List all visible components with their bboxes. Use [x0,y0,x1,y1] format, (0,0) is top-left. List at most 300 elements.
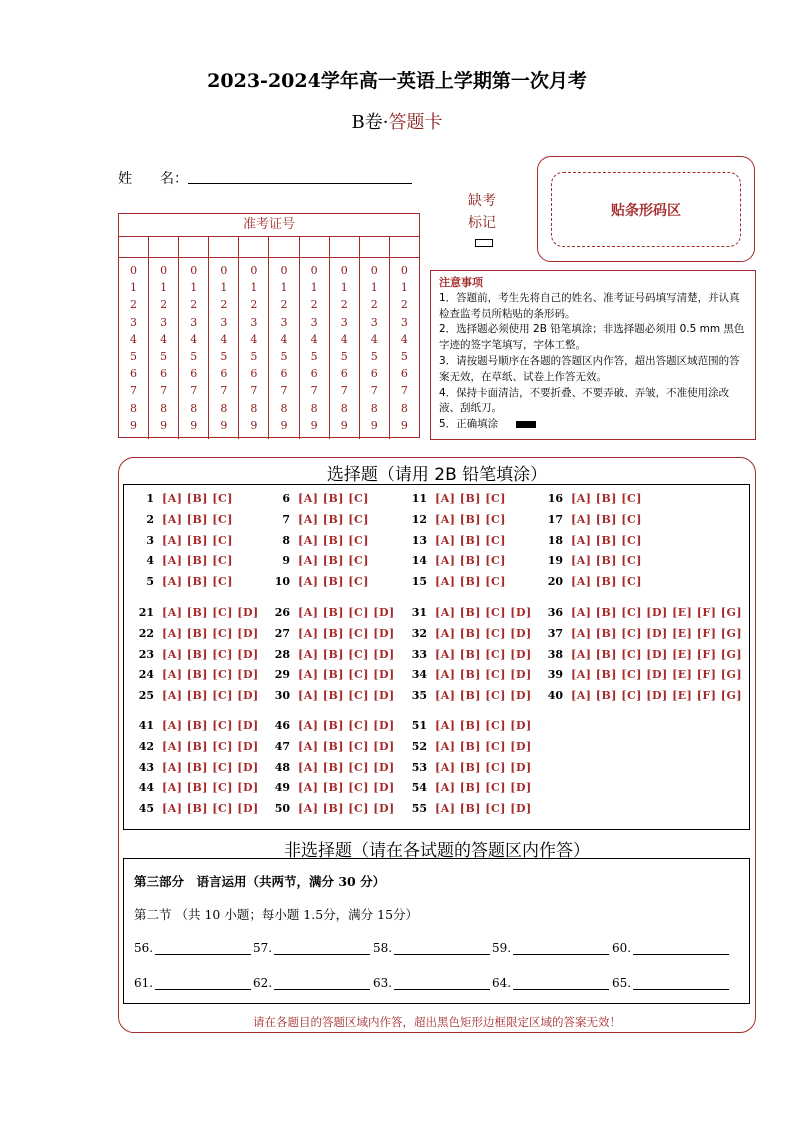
exam-number-digit-bubble[interactable]: 4 [280,332,288,346]
blank-answer-line[interactable] [394,977,490,990]
exam-number-digit-bubble[interactable]: 6 [190,367,198,381]
answer-bubbles[interactable]: [A] [B] [C] [D] [298,739,395,753]
exam-number-digit-bubble[interactable]: 6 [370,367,378,381]
answer-bubbles[interactable]: [A] [B] [C] [298,533,369,547]
exam-number-digit-bubble[interactable]: 9 [250,418,258,432]
choice-question-40 [543,689,742,702]
choice-question-2 [134,513,233,526]
question-number: 20 [547,575,563,589]
answer-bubbles[interactable]: [A] [B] [C] [162,533,233,547]
choice-question-21 [134,606,259,619]
question-number: 4 [146,554,154,568]
exam-number-write-cell[interactable] [330,237,360,257]
exam-number-digit-bubble[interactable]: 8 [220,401,228,415]
answer-bubbles[interactable]: [A] [B] [C] [D] [298,760,395,774]
blank-answer-line[interactable] [513,942,609,955]
exam-number-digit-bubble[interactable]: 7 [370,384,378,398]
choice-question-8 [270,534,369,547]
exam-number-digit-bubble[interactable]: 4 [130,332,138,346]
blank-answer-line[interactable] [155,942,251,955]
choice-question-52 [407,740,532,753]
question-number: 13 [411,533,427,547]
choice-question-45 [134,802,259,815]
question-number: 37 [547,626,563,640]
part-three-title: 第三部分 语言运用（共两节，满分 30 分） [134,874,386,889]
exam-number-digit-bubble[interactable]: 2 [340,298,348,312]
question-number: 32 [411,626,427,640]
choice-question-16 [543,492,642,505]
choice-question-27 [270,627,395,640]
choice-question-3 [134,534,233,547]
choice-question-55 [407,802,532,815]
exam-number-digit-bubble[interactable]: 8 [400,401,408,415]
exam-number-digit-bubble[interactable]: 2 [190,298,198,312]
exam-number-digit-bubble[interactable]: 3 [130,315,138,329]
exam-number-digit-bubble[interactable]: 2 [310,298,318,312]
choice-question-32 [407,627,532,640]
exam-number-digit-bubble[interactable]: 7 [130,384,138,398]
exam-number-digit-bubble[interactable]: 3 [340,315,348,329]
exam-number-label: 准考证号 [119,214,419,237]
answer-bubbles[interactable]: [A] [B] [C] [D] [435,626,532,640]
answer-bubbles[interactable]: [A] [B] [C] [D] [298,606,395,619]
choice-question-51 [407,719,532,732]
answer-bubbles[interactable]: [A] [B] [C] [D] [298,719,395,732]
question-number: 28 [274,647,290,661]
choice-question-53 [407,761,532,774]
instruction-item-fill-example [439,417,747,433]
answer-bubbles[interactable]: [A] [B] [C] [298,575,369,589]
exam-number-digit-bubble[interactable]: 3 [190,315,198,329]
exam-number-digit-bubble[interactable]: 6 [310,367,318,381]
answer-bubbles[interactable]: [A] [B] [C] [298,492,369,505]
blank-number: 59. [492,941,512,955]
answer-bubbles[interactable]: [A] [B] [C] [571,554,642,568]
exam-number-digit-bubble[interactable]: 2 [220,298,228,312]
answer-bubbles[interactable]: [A] [B] [C] [D] [435,760,532,774]
exam-number-digit-bubble[interactable]: 0 [250,264,258,277]
exam-number-digit-bubble[interactable]: 7 [250,384,258,398]
answer-bubbles[interactable]: [A] [B] [C] [571,575,642,589]
exam-number-digit-bubble[interactable]: 8 [190,401,198,415]
blank-answer-line[interactable] [633,942,729,955]
missing-exam-label-line1: 缺考 [468,193,496,209]
question-number: 31 [411,606,427,619]
exam-number-digit-bubble[interactable]: 6 [160,367,168,381]
exam-number-table [118,213,420,438]
choice-question-24 [134,668,259,681]
exam-number-write-cell[interactable] [269,237,299,257]
exam-number-digit-bubble[interactable]: 5 [250,350,258,364]
exam-number-digit-bubble[interactable]: 9 [370,418,378,432]
question-number: 48 [274,760,290,774]
answer-bubbles[interactable]: [A] [B] [C] [435,512,506,526]
blank-answer-line[interactable] [513,977,609,990]
answer-bubbles[interactable]: [A] [B] [C] [571,533,642,547]
exam-number-digit-column [269,258,299,439]
choice-question-17 [543,513,642,526]
page-subtitle [0,108,794,134]
answer-bubbles[interactable]: [A] [B] [C] [D] [435,689,532,703]
question-number: 10 [274,575,290,589]
instructions-box [430,270,756,440]
blank-answer-line[interactable] [633,977,729,990]
exam-number-digit-bubble[interactable]: 0 [190,264,198,277]
section-two-title: 第二节 （共 10 小题；每小题 1.5分，满分 15分） [134,907,419,922]
answer-bubbles[interactable]: [A] [B] [C] [D] [E] [F] [G] [571,647,743,661]
answer-bubbles[interactable]: [A] [B] [C] [D] [E] [F] [G] [571,606,743,619]
blank-number: 64. [492,976,512,990]
exam-number-digit-bubble[interactable]: 4 [190,332,198,346]
blank-item [134,941,251,955]
exam-number-digit-bubble[interactable]: 0 [280,264,288,277]
answer-bubbles[interactable]: [A] [B] [C] [D] [E] [F] [G] [571,689,743,703]
answer-bubbles[interactable]: [A] [B] [C] [D] [162,781,259,795]
name-field[interactable] [188,183,412,184]
choice-question-41 [134,719,259,732]
answer-bubbles[interactable]: [A] [B] [C] [D] [162,668,259,682]
question-number: 3 [146,533,154,547]
exam-number-digit-bubble[interactable]: 0 [340,264,348,277]
answer-bubbles[interactable]: [A] [B] [C] [D] [298,781,395,795]
exam-number-digit-bubble[interactable]: 4 [250,332,258,346]
exam-number-digit-bubble[interactable]: 5 [130,350,138,364]
question-number: 53 [411,760,427,774]
exam-number-digit-column [119,258,149,439]
answer-bubbles[interactable]: [A] [B] [C] [D] [162,647,259,661]
blank-item [253,976,370,990]
answer-bubbles[interactable]: [A] [B] [C] [D] [162,719,259,732]
choice-question-10 [270,575,369,588]
question-number: 46 [274,719,290,732]
question-number: 26 [274,606,290,619]
exam-number-digit-bubble[interactable]: 3 [280,315,288,329]
exam-number-digit-bubble[interactable]: 9 [310,418,318,432]
exam-number-digit-bubble[interactable]: 7 [190,384,198,398]
exam-number-digit-bubble[interactable]: 9 [280,418,288,432]
choice-question-43 [134,761,259,774]
exam-number-digit-bubble[interactable]: 1 [130,281,138,295]
answer-bubbles[interactable]: [A] [B] [C] [D] [435,719,532,732]
question-number: 36 [547,606,563,619]
question-number: 22 [138,626,154,640]
exam-number-digit-bubble[interactable]: 7 [160,384,168,398]
exam-number-digit-bubble[interactable]: 8 [250,401,258,415]
blank-number: 58. [373,941,393,955]
answer-bubbles[interactable]: [A] [B] [C] [435,575,506,589]
question-number: 39 [547,668,563,682]
answer-bubbles[interactable]: [A] [B] [C] [162,512,233,526]
exam-number-digit-bubble[interactable]: 1 [280,281,288,295]
answer-bubbles[interactable]: [A] [B] [C] [298,554,369,568]
exam-number-digit-bubble[interactable]: 1 [370,281,378,295]
exam-number-digit-bubble[interactable]: 2 [130,298,138,312]
exam-number-digit-bubble[interactable]: 8 [130,401,138,415]
answer-bubbles[interactable]: [A] [B] [C] [D] [E] [F] [G] [571,668,743,682]
question-number: 12 [411,512,427,526]
question-number: 2 [146,512,154,526]
blank-item [373,976,490,990]
exam-number-digit-bubble[interactable]: 2 [250,298,258,312]
exam-number-digit-bubble[interactable]: 0 [160,264,168,277]
exam-number-digit-bubble[interactable]: 4 [310,332,318,346]
question-number: 18 [547,533,563,547]
exam-number-digit-bubble[interactable]: 3 [370,315,378,329]
choice-question-47 [270,740,395,753]
choice-question-48 [270,761,395,774]
blank-number: 62. [253,976,273,990]
missing-exam-label-line2: 标记 [468,215,496,231]
exam-number-digit-bubble[interactable]: 3 [250,315,258,329]
exam-number-digit-bubble[interactable]: 6 [340,367,348,381]
exam-number-write-cell[interactable] [149,237,179,257]
exam-number-digit-bubble[interactable]: 0 [130,264,138,277]
exam-number-digit-bubble[interactable]: 0 [400,264,408,277]
page-title: 2023-2024学年高一英语上学期第一次月考 [207,70,587,92]
exam-number-digit-column [390,258,419,439]
exam-number-write-cell[interactable] [239,237,269,257]
blank-number: 60. [612,941,632,955]
answer-bubbles[interactable]: [A] [B] [C] [D] [162,689,259,703]
answer-bubbles[interactable]: [A] [B] [C] [571,512,642,526]
choice-question-12 [407,513,506,526]
choice-question-35 [407,689,532,702]
exam-number-digit-bubble[interactable]: 1 [400,281,408,295]
exam-number-digit-bubble[interactable]: 6 [280,367,288,381]
exam-number-digit-bubble[interactable]: 5 [370,350,378,364]
exam-number-digit-bubble[interactable]: 3 [310,315,318,329]
exam-number-digit-bubble[interactable]: 5 [340,350,348,364]
exam-number-digit-bubble[interactable]: 8 [310,401,318,415]
answer-bubbles[interactable]: [A] [B] [C] [571,492,642,505]
exam-number-digit-bubble[interactable]: 7 [280,384,288,398]
exam-number-write-row [119,237,419,258]
exam-number-digit-bubble[interactable]: 2 [400,298,408,312]
choice-question-23 [134,648,259,661]
answer-bubbles[interactable]: [A] [B] [C] [D] [298,626,395,640]
choice-question-14 [407,554,506,567]
blank-item [492,976,609,990]
exam-number-digit-bubble[interactable]: 0 [370,264,378,277]
exam-number-digit-bubble[interactable]: 1 [190,281,198,295]
exam-number-digit-bubble[interactable]: 6 [400,367,408,381]
choice-question-49 [270,781,395,794]
answer-bubbles[interactable]: [A] [B] [C] [D] [298,668,395,682]
exam-number-digit-bubble[interactable]: 1 [250,281,258,295]
choice-question-5 [134,575,233,588]
question-number: 17 [547,512,563,526]
answer-bubbles[interactable]: [A] [B] [C] [D] [298,689,395,703]
choice-question-37 [543,627,742,640]
answer-bubbles[interactable]: [A] [B] [C] [D] [435,668,532,682]
footer-warning: 请在各题目的答题区域内作答，超出黑色矩形边框限定区域的答案无效！ [253,1015,621,1029]
exam-number-digit-bubble[interactable]: 0 [310,264,318,277]
exam-number-digit-bubble[interactable]: 6 [130,367,138,381]
question-number: 14 [411,554,427,568]
question-number: 27 [274,626,290,640]
choice-question-42 [134,740,259,753]
exam-number-digit-bubble[interactable]: 8 [340,401,348,415]
question-number: 44 [138,781,154,795]
answer-bubbles[interactable]: [A] [B] [C] [D] [435,739,532,753]
question-number: 24 [138,668,154,682]
answer-bubbles[interactable]: [A] [B] [C] [D] [162,760,259,774]
question-number: 49 [274,781,290,795]
exam-number-digit-bubble[interactable]: 3 [220,315,228,329]
exam-number-digit-bubble[interactable]: 7 [340,384,348,398]
instructions-title: 注意事项 [439,276,483,289]
answer-bubbles[interactable]: [A] [B] [C] [D] [162,739,259,753]
exam-number-digit-column [239,258,269,439]
exam-number-digit-bubble[interactable]: 5 [400,350,408,364]
choice-question-18 [543,534,642,547]
blank-answer-line[interactable] [274,977,370,990]
choice-question-19 [543,554,642,567]
exam-number-digit-bubble[interactable]: 5 [310,350,318,364]
exam-number-digit-bubble[interactable]: 5 [190,350,198,364]
answer-bubbles[interactable]: [A] [B] [C] [D] [298,802,395,816]
exam-number-digit-bubble[interactable]: 5 [280,350,288,364]
exam-number-digit-bubble[interactable]: 5 [220,350,228,364]
answer-bubbles[interactable]: [A] [B] [C] [D] [435,606,532,619]
exam-number-digit-bubble[interactable]: 9 [190,418,198,432]
exam-number-digit-bubble[interactable]: 4 [220,332,228,346]
exam-number-digit-bubble[interactable]: 9 [400,418,408,432]
question-number: 9 [282,554,290,568]
choice-question-26 [270,606,395,619]
answer-bubbles[interactable]: [A] [B] [C] [D] [162,802,259,816]
answer-bubbles[interactable]: [A] [B] [C] [435,554,506,568]
blank-number: 57. [253,941,273,955]
exam-number-digit-bubble[interactable]: 4 [340,332,348,346]
answer-bubbles[interactable]: [A] [B] [C] [162,492,233,505]
exam-number-write-cell[interactable] [209,237,239,257]
question-number: 34 [411,668,427,682]
exam-number-digit-bubble[interactable]: 1 [160,281,168,295]
exam-number-digit-column [179,258,209,439]
choice-question-4 [134,554,233,567]
exam-number-write-cell[interactable] [119,237,149,257]
exam-number-digit-column [300,258,330,439]
answer-bubbles[interactable]: [A] [B] [C] [D] [435,781,532,795]
exam-number-digit-bubble[interactable]: 4 [370,332,378,346]
question-number: 38 [547,647,563,661]
choice-question-20 [543,575,642,588]
exam-number-digit-bubble[interactable]: 9 [160,418,168,432]
answer-bubbles[interactable]: [A] [B] [C] [D] [298,647,395,661]
exam-number-digit-bubble[interactable]: 8 [280,401,288,415]
exam-number-digit-bubble[interactable]: 8 [160,401,168,415]
choice-question-54 [407,781,532,794]
answer-bubbles[interactable]: [A] [B] [C] [298,512,369,526]
answer-bubbles[interactable]: [A] [B] [C] [D] [435,647,532,661]
barcode-label: 贴条形码区 [611,202,681,219]
exam-number-digit-bubble[interactable]: 3 [160,315,168,329]
answer-bubbles[interactable]: [A] [B] [C] [435,492,506,505]
subtitle-answer-card: 答题卡 [388,112,443,133]
choice-question-1 [134,492,233,505]
question-number: 1 [146,492,154,505]
question-number: 40 [547,689,563,703]
question-number: 8 [282,533,290,547]
exam-number-digit-bubble[interactable]: 6 [220,367,228,381]
blank-answer-line[interactable] [394,942,490,955]
blank-item [612,976,729,990]
question-number: 35 [411,689,427,703]
choice-question-13 [407,534,506,547]
exam-number-digit-bubble[interactable]: 0 [220,264,228,277]
question-number: 21 [138,606,154,619]
exam-number-write-cell[interactable] [179,237,209,257]
exam-number-digit-column [209,258,239,439]
exam-number-digit-bubble[interactable]: 2 [370,298,378,312]
exam-number-digit-bubble[interactable]: 8 [370,401,378,415]
answer-bubbles[interactable]: [A] [B] [C] [D] [E] [F] [G] [571,626,743,640]
exam-number-digit-bubble[interactable]: 2 [280,298,288,312]
choice-section-title: 选择题（请用 2B 铅笔填涂） [326,465,548,485]
choice-question-28 [270,648,395,661]
question-number: 25 [138,689,154,703]
choice-question-7 [270,513,369,526]
filled-mark-example [516,421,536,428]
choice-question-39 [543,668,742,681]
question-number: 41 [138,719,154,732]
question-number: 55 [411,802,427,816]
blank-answer-line[interactable] [274,942,370,955]
exam-number-digit-bubble[interactable]: 7 [400,384,408,398]
exam-number-digit-bubble[interactable]: 9 [340,418,348,432]
exam-number-digit-bubble[interactable]: 4 [400,332,408,346]
instruction-item: 4．保持卡面清洁，不要折叠、不要弄破、弄皱，不准使用涂改液、刮纸刀。 [439,386,730,415]
answer-bubbles[interactable]: [A] [B] [C] [D] [435,802,532,816]
exam-number-write-cell[interactable] [300,237,330,257]
blank-number: 61. [134,976,154,990]
blank-item [373,941,490,955]
exam-number-digit-bubble[interactable]: 7 [220,384,228,398]
answer-bubbles[interactable]: [A] [B] [C] [162,575,233,589]
answer-bubbles[interactable]: [A] [B] [C] [435,533,506,547]
choice-question-38 [543,648,742,661]
choice-question-25 [134,689,259,702]
exam-number-digit-bubble[interactable]: 1 [310,281,318,295]
exam-number-digit-bubble[interactable]: 4 [160,332,168,346]
blank-answer-line[interactable] [155,977,251,990]
exam-number-digit-bubble[interactable]: 3 [400,315,408,329]
exam-number-write-cell[interactable] [360,237,390,257]
exam-number-digit-bubble[interactable]: 9 [220,418,228,432]
question-number: 6 [282,492,290,505]
exam-number-digit-bubble[interactable]: 9 [130,418,138,432]
exam-number-digit-bubble[interactable]: 2 [160,298,168,312]
exam-number-write-cell[interactable] [390,237,419,257]
answer-bubbles[interactable]: [A] [B] [C] [162,554,233,568]
exam-number-digit-bubble[interactable]: 7 [310,384,318,398]
question-number: 51 [411,719,427,732]
name-label: 姓 名： [118,171,188,187]
blank-item [492,941,609,955]
question-number: 5 [146,575,154,589]
exam-number-digit-bubble[interactable]: 5 [160,350,168,364]
exam-number-digit-bubble[interactable]: 1 [220,281,228,295]
answer-bubbles[interactable]: [A] [B] [C] [D] [162,626,259,640]
question-number: 52 [411,739,427,753]
exam-number-digit-bubble[interactable]: 1 [340,281,348,295]
instruction-item: 5．正确填涂 [439,418,499,431]
missing-exam-checkbox[interactable] [475,239,493,247]
exam-number-digit-bubble[interactable]: 6 [250,367,258,381]
exam-number-digit-column [149,258,179,439]
answer-bubbles[interactable]: [A] [B] [C] [D] [162,606,259,619]
